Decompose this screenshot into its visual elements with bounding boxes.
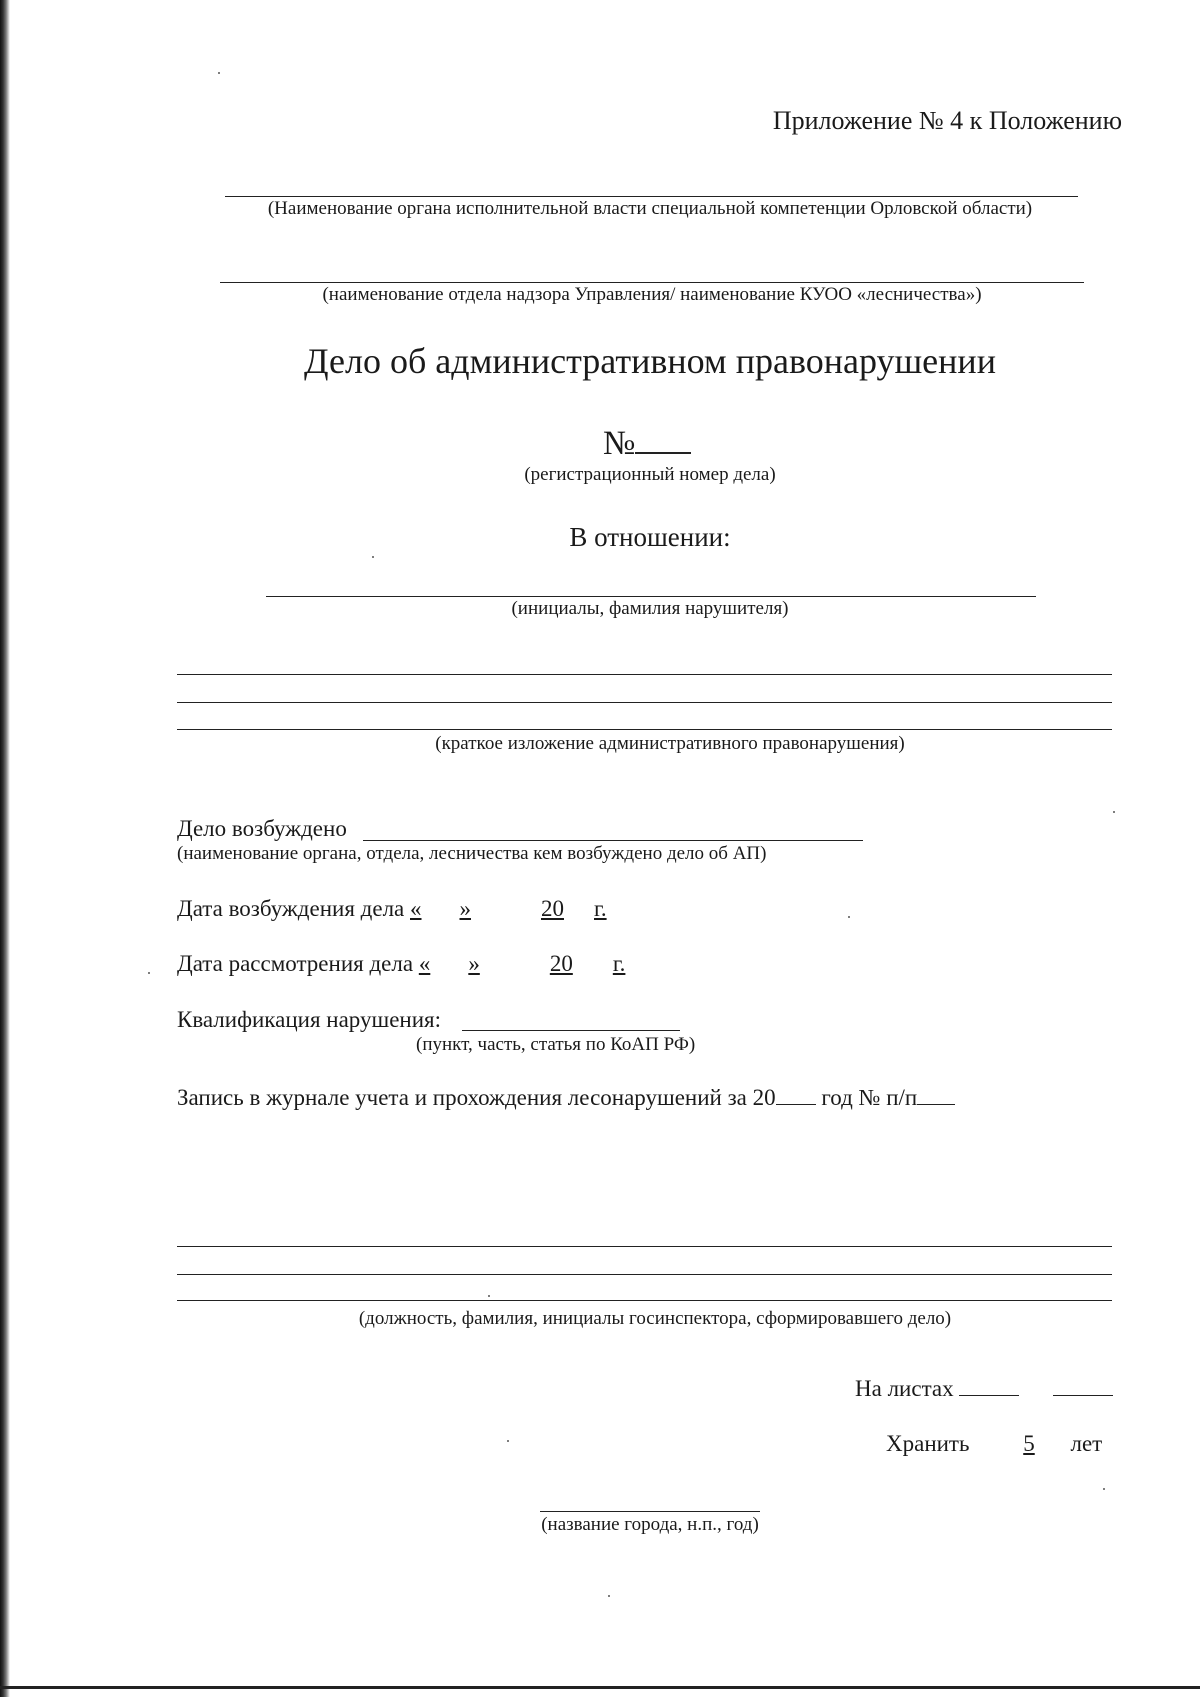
number-sign: № <box>603 425 636 462</box>
review-date-label: Дата рассмотрения дела <box>177 951 414 976</box>
journal-number-blank <box>917 1086 955 1105</box>
inspector-line-2 <box>177 1274 1112 1275</box>
regarding-label: В отношении: <box>569 522 731 552</box>
summary-line-2 <box>177 702 1112 703</box>
scan-speck <box>218 72 220 74</box>
keep-blank <box>975 1431 1065 1456</box>
number-caption: (регистрационный номер дела) <box>524 464 776 485</box>
sheets-blank-1 <box>959 1377 1019 1396</box>
number-blank <box>635 424 691 454</box>
review-date-year-suffix: г. <box>612 951 626 976</box>
initiated-line <box>363 840 863 841</box>
scan-speck <box>372 556 374 558</box>
scan-speck <box>507 1440 509 1442</box>
qualification-line <box>462 1030 680 1031</box>
authority-caption: (Наименование органа исполнительной власти специальной компетенции Орловской области) <box>267 198 1033 219</box>
journal-entry-field <box>177 1085 955 1111</box>
initiation-date-year-suffix: г. <box>594 896 607 921</box>
initiation-date-field <box>177 896 607 922</box>
inspector-line-1 <box>177 1246 1112 1247</box>
review-date-field <box>177 951 625 977</box>
initiation-date-open-quote: « <box>410 896 422 921</box>
summary-line-1 <box>177 674 1112 675</box>
violator-caption: (инициалы, фамилия нарушителя) <box>511 598 789 619</box>
keep-label: Хранить <box>886 1431 970 1456</box>
inspector-caption: (должность, фамилия, инициалы госинспектора, сформировавшего дело) <box>358 1308 952 1329</box>
scan-edge-left <box>0 0 10 1697</box>
qualification-caption: (пункт, часть, статья по КоАП РФ) <box>416 1034 696 1055</box>
sheets-blank-2 <box>1053 1377 1113 1396</box>
sheets-label: На листах <box>855 1376 954 1401</box>
city-line <box>540 1511 760 1512</box>
department-caption: (наименование отдела надзора Управления/ наименование КУОО «лесничества») <box>322 284 982 305</box>
scan-speck <box>1113 811 1115 813</box>
initiated-caption: (наименование органа, отдела, лесничества кем возбуждено дело об АП) <box>177 843 767 864</box>
city-caption: (название города, н.п., год) <box>541 1514 759 1535</box>
keep-unit: лет <box>1070 1431 1103 1456</box>
summary-caption: (краткое изложение административного правонарушения) <box>435 733 905 754</box>
review-date-close-quote: » <box>468 951 480 976</box>
keep-value: 5 <box>1023 1431 1035 1456</box>
case-number-field <box>603 424 691 463</box>
department-line <box>220 282 1084 283</box>
scan-speck <box>148 972 150 974</box>
scan-speck <box>1103 1488 1105 1490</box>
scan-speck <box>848 916 850 918</box>
summary-line-3 <box>177 729 1112 730</box>
inspector-line-3 <box>177 1300 1112 1301</box>
journal-year-blank <box>776 1086 816 1105</box>
sheets-field <box>855 1376 1113 1402</box>
scan-edge-bottom <box>0 1686 1200 1689</box>
journal-entry-text-a: Запись в журнале учета и прохождения лесонарушений за 20 <box>177 1085 776 1110</box>
review-date-year-prefix: 20 <box>549 951 573 976</box>
initiation-date-close-quote: » <box>459 896 471 921</box>
page-title: Дело об административном правонарушении <box>304 341 996 381</box>
keep-field <box>886 1431 1102 1457</box>
violator-line <box>266 596 1036 597</box>
scan-speck <box>488 1295 490 1297</box>
initiation-date-label: Дата возбуждения дела <box>177 896 405 921</box>
scan-speck <box>608 1595 610 1597</box>
appendix-heading: Приложение № 4 к Положению <box>772 106 1122 135</box>
initiation-date-blank <box>410 896 607 921</box>
review-date-blank <box>419 951 626 976</box>
initiation-date-year-prefix: 20 <box>541 896 564 921</box>
journal-entry-text-b: год № п/п <box>821 1085 918 1110</box>
authority-line <box>225 196 1078 197</box>
qualification-label: Квалификация нарушения: <box>177 1007 442 1032</box>
initiated-label: Дело возбуждено <box>177 816 347 841</box>
review-date-open-quote: « <box>418 951 431 976</box>
